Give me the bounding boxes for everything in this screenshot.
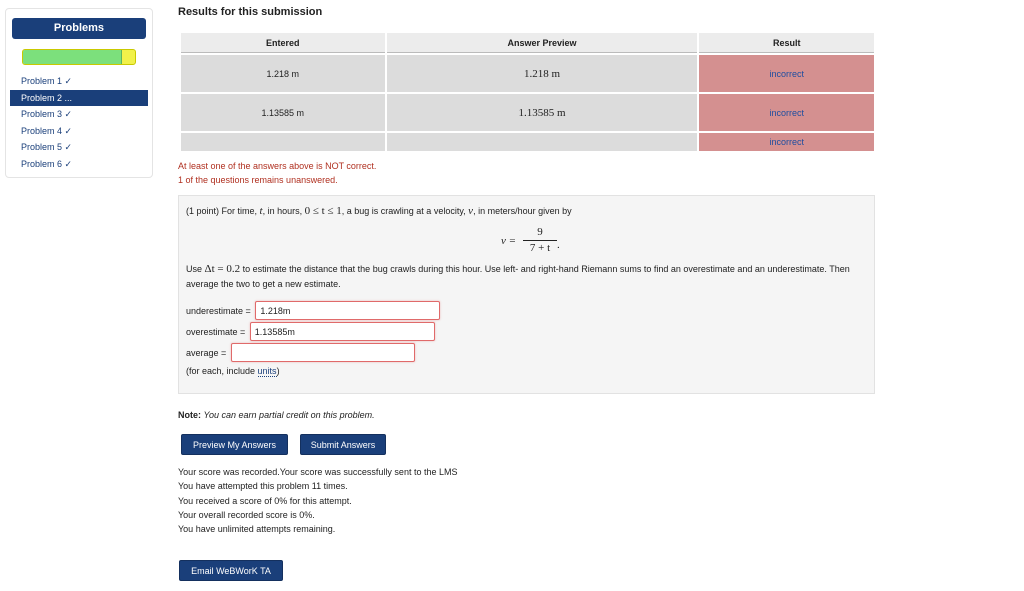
entered-cell: 1.218 m <box>181 55 385 92</box>
score-summary <box>178 465 457 536</box>
score-line: You received a score of 0% for this attempt. <box>178 495 352 506</box>
result-cell: incorrect <box>699 94 874 131</box>
math-v: v <box>468 205 474 217</box>
problems-heading: Problems <box>12 18 146 39</box>
equation-lhs: v = <box>501 235 517 247</box>
problem-intro-text: , in meters/hour given by <box>473 206 572 216</box>
score-line: You have attempted this problem 11 times. <box>178 481 348 492</box>
note-label: Note: <box>178 410 201 420</box>
units-note-text: ) <box>276 366 280 376</box>
average-label: average = <box>186 347 227 358</box>
units-help-link[interactable]: units <box>257 366 277 376</box>
header-entered: Entered <box>181 33 385 53</box>
sidebar-item-problem-1[interactable]: Problem 1 ✓ <box>21 76 73 86</box>
entered-cell: 1.13585 m <box>181 94 385 131</box>
fraction-numerator: 9 <box>537 226 543 238</box>
sidebar-item-problem-3[interactable]: Problem 3 ✓ <box>21 109 73 119</box>
units-note <box>186 366 280 376</box>
equation-fraction <box>523 226 557 254</box>
problem-nav-list <box>10 73 148 172</box>
problem-body <box>178 195 875 394</box>
underestimate-row <box>186 301 440 320</box>
submit-answers-button[interactable]: Submit Answers <box>300 434 386 455</box>
math-range: 0 ≤ t ≤ 1 <box>304 205 342 217</box>
results-title: Results for this submission <box>178 6 323 18</box>
math-t: t <box>259 205 263 217</box>
score-line: Your overall recorded score is 0%. <box>178 509 315 520</box>
sidebar-item-problem-4[interactable]: Problem 4 ✓ <box>21 125 73 136</box>
instructions-text: to estimate the distance that the bug crawls during this hour. Use left- and right-hand Riemann sums to find an overestimate and an underestimate. Then average the two to get a new estimate. <box>186 264 850 289</box>
preview-cell: 1.13585 m <box>387 94 698 131</box>
not-correct-message: At least one of the answers above is NOT correct. <box>178 161 377 171</box>
overestimate-label: overestimate = <box>186 326 246 337</box>
problem-statement <box>186 205 572 217</box>
average-row <box>186 343 415 362</box>
problem-instructions <box>186 262 856 292</box>
preview-cell <box>387 133 698 151</box>
equation-period: . <box>557 239 560 251</box>
header-answer-preview: Answer Preview <box>387 33 698 53</box>
sidebar-item-problem-6[interactable]: Problem 6 ✓ <box>21 158 73 169</box>
problem-intro-text: , in hours, <box>262 206 305 216</box>
results-table <box>179 31 876 153</box>
overestimate-row <box>186 322 435 341</box>
partial-credit-note <box>178 410 375 420</box>
problem-intro-text: (1 point) For time, <box>186 206 260 216</box>
progress-bar-fill <box>23 50 122 64</box>
result-cell: incorrect <box>699 55 874 92</box>
table-row <box>181 94 874 131</box>
sidebar-item-problem-2[interactable]: Problem 2 ... <box>10 90 148 107</box>
preview-cell: 1.218 m <box>387 55 698 92</box>
result-cell: incorrect <box>699 133 874 151</box>
underestimate-input[interactable]: 1.218m <box>255 301 440 320</box>
progress-bar <box>22 49 136 65</box>
overestimate-input[interactable]: 1.13585m <box>250 322 435 341</box>
average-input[interactable] <box>231 343 415 362</box>
velocity-equation <box>501 226 571 256</box>
problem-intro-text: , a bug is crawling at a velocity, <box>341 206 469 216</box>
header-result: Result <box>699 33 874 53</box>
problem-list-panel <box>5 8 153 178</box>
sidebar-item-problem-5[interactable]: Problem 5 ✓ <box>21 142 73 152</box>
email-ta-button[interactable]: Email WeBWorK TA <box>179 560 283 581</box>
score-line: You have unlimited attempts remaining. <box>178 524 336 535</box>
fraction-bar <box>523 240 557 241</box>
instructions-text: Use <box>186 264 205 274</box>
units-note-text: (for each, include <box>186 366 258 376</box>
score-line: Your score was recorded.Your score was successfully sent to the LMS <box>178 467 458 477</box>
unanswered-message: 1 of the questions remains unanswered. <box>178 175 338 185</box>
preview-answers-button[interactable]: Preview My Answers <box>181 434 288 455</box>
math-delta-t: Δt = 0.2 <box>204 263 241 275</box>
fraction-denominator: 7 + t <box>529 242 551 254</box>
underestimate-label: underestimate = <box>186 305 251 316</box>
table-row <box>181 133 874 151</box>
note-text: You can earn partial credit on this problem. <box>203 410 375 420</box>
entered-cell <box>181 133 385 151</box>
table-row <box>181 55 874 92</box>
